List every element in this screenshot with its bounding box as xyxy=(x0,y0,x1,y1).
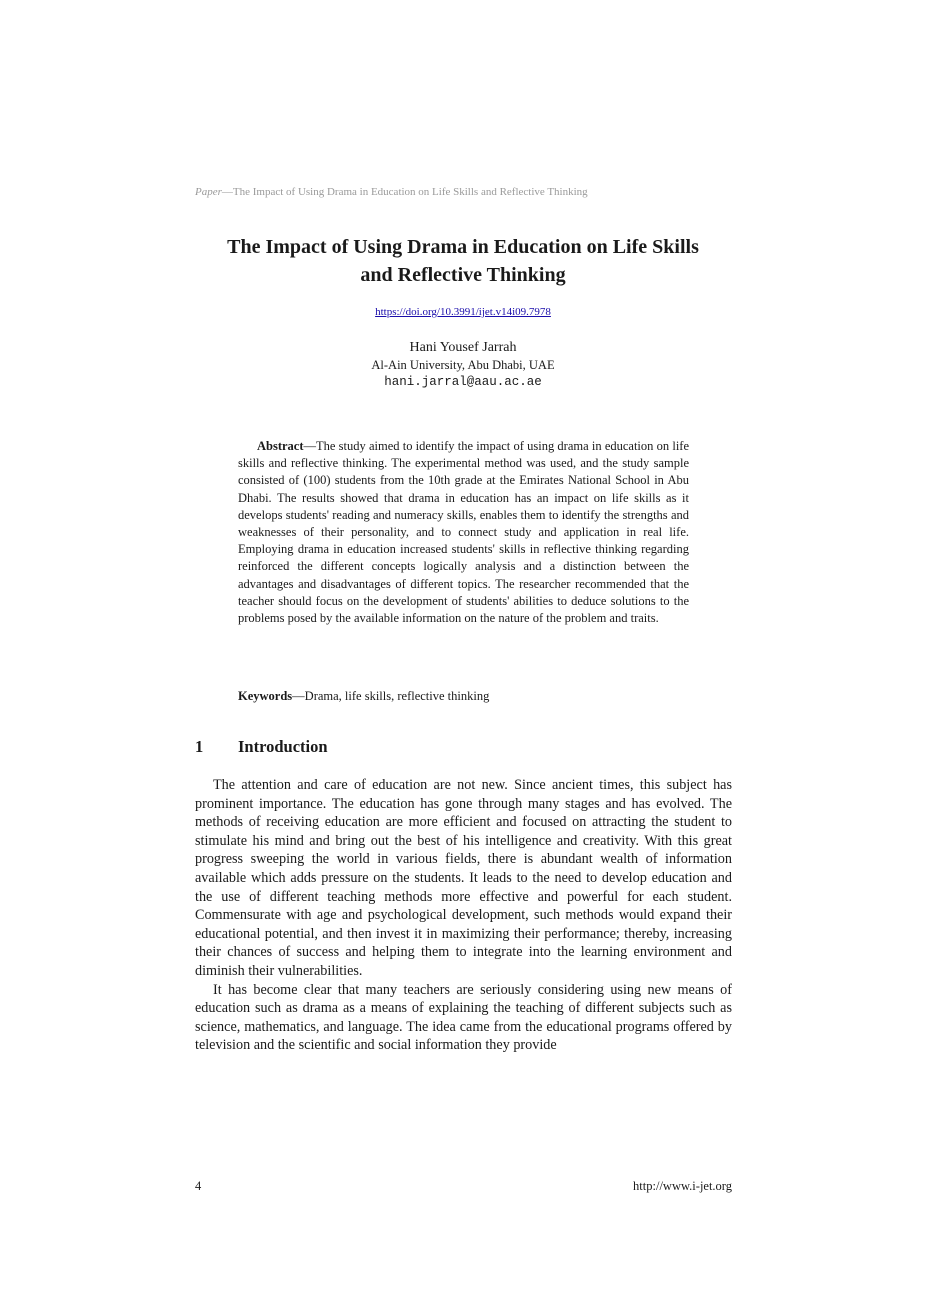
footer-url: http://www.i-jet.org xyxy=(633,1179,732,1193)
body-text xyxy=(195,776,732,1055)
running-header-text: —The Impact of Using Drama in Education on Life Skills and Reflective Thinking xyxy=(221,186,588,198)
page-number: 4 xyxy=(195,1179,202,1193)
doi-link[interactable]: https://doi.org/10.3991/ijet.v14i09.7978 xyxy=(375,306,551,318)
paper-title-line-1: The Impact of Using Drama in Education on Life Skills xyxy=(227,236,699,258)
body-paragraph-2: It has become clear that many teachers are seriously considering using new means of education such as drama as a means of explaining the teaching of different subjects such as science, mathematics, and language. The idea came from the educational programs offered by television and the scientific and social information they provide xyxy=(195,981,732,1054)
keywords-text: —Drama, life skills, reflective thinking xyxy=(292,689,490,703)
paper-title xyxy=(150,233,776,289)
section-title: Introduction xyxy=(238,737,328,756)
section-heading xyxy=(195,737,328,757)
author-email: hani.jarral@aau.ac.ae xyxy=(384,375,542,389)
body-paragraph-1: The attention and care of education are not new. Since ancient times, this subject has prominent importance. The education has gone through many stages and has evolved. The methods of receiving education are more efficient and focused on attracting the student to stimulate his mind and bring out the best of his intelligence and creativity. With this great progress sweeping the world in various fields, there is abundant wealth of information available which adds pressure on the students. It leads to the need to develop education and the use of different teaching methods more effective and powerful for each student. Commensurate with age and psychological development, such methods would expand their educational potential, and then invest it in maximizing their performance; thereby, increasing their chances of success and helping them to integrate into the learning environment and diminish their vulnerabilities. xyxy=(195,777,732,979)
doi xyxy=(150,306,776,318)
abstract-text: —The study aimed to identify the impact of using drama in education on life skills and reflective thinking. The experimental method was used, and the study sample consisted of (100) students from the 10th grade at the Emirates National School in Abu Dhabi. The results showed that drama in education has an impact on life skills as it develops students' reading and numeracy skills, enables them to identify the strengths and weaknesses of their personality, and to connect study and application in real life. Employing drama in education increased students' skills in reflective thinking regarding reinforced the different concepts logically analysis and a distinction between the advantages and disadvantages of different topics. The researcher recommended that the teacher should focus on the development of students' abilities to deduce solutions to the problems posed by the available information on the nature of the problem and traits. xyxy=(238,439,689,626)
running-header xyxy=(195,186,588,198)
running-header-label: Paper xyxy=(195,186,222,198)
keywords xyxy=(238,689,689,704)
abstract xyxy=(238,438,689,627)
author-affiliation: Al-Ain University, Abu Dhabi, UAE xyxy=(371,358,555,372)
abstract-label: Abstract xyxy=(257,439,304,453)
author-name: Hani Yousef Jarrah xyxy=(409,340,517,355)
keywords-label: Keywords xyxy=(238,689,293,703)
paper-title-line-2: and Reflective Thinking xyxy=(360,264,566,286)
section-number: 1 xyxy=(195,737,204,756)
